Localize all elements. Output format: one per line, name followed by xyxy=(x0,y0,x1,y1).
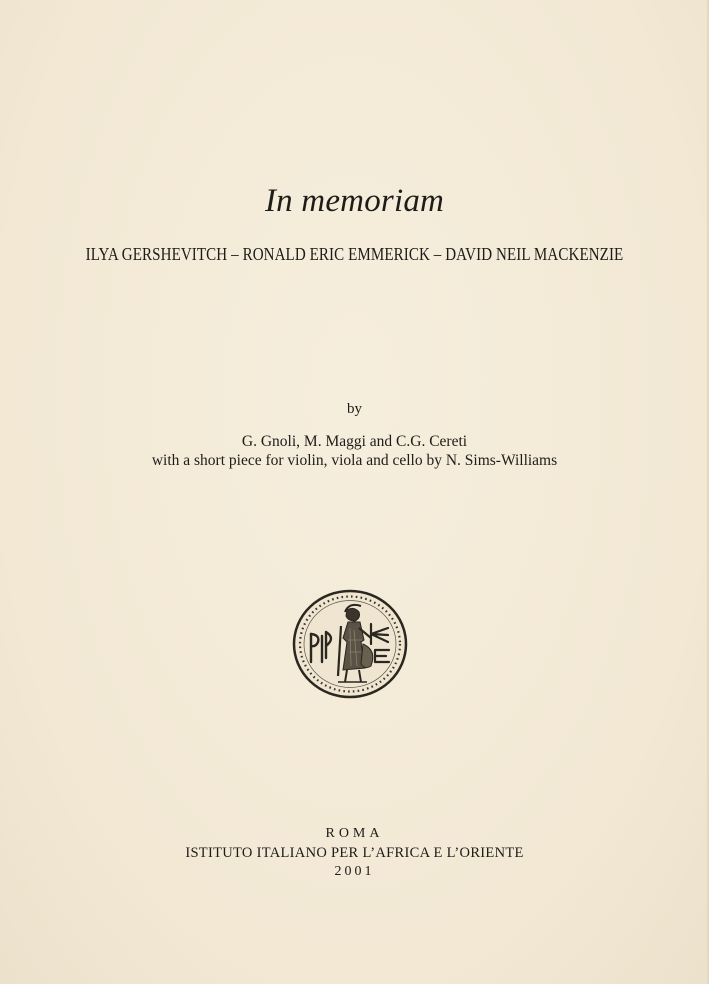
publisher-name: ISTITUTO ITALIANO PER L’AFRICA E L’ORIENTE xyxy=(185,845,524,861)
by-line: by xyxy=(347,401,362,417)
publication-year: 2001 xyxy=(334,864,375,879)
publication-place: ROMA xyxy=(325,826,384,841)
coin-emblem-icon xyxy=(291,588,409,700)
music-piece-line: with a short piece for violin, viola and cello by N. Sims-Williams xyxy=(151,452,558,469)
authors-line: G. Gnoli, M. Maggi and C.G. Cereti xyxy=(241,433,468,450)
cover-title: In memoriam xyxy=(264,183,445,219)
memorialized-names: ILYA GERSHEVITCH – RONALD ERIC EMMERICK – DAVID NEIL MACKENZIE xyxy=(85,244,624,264)
